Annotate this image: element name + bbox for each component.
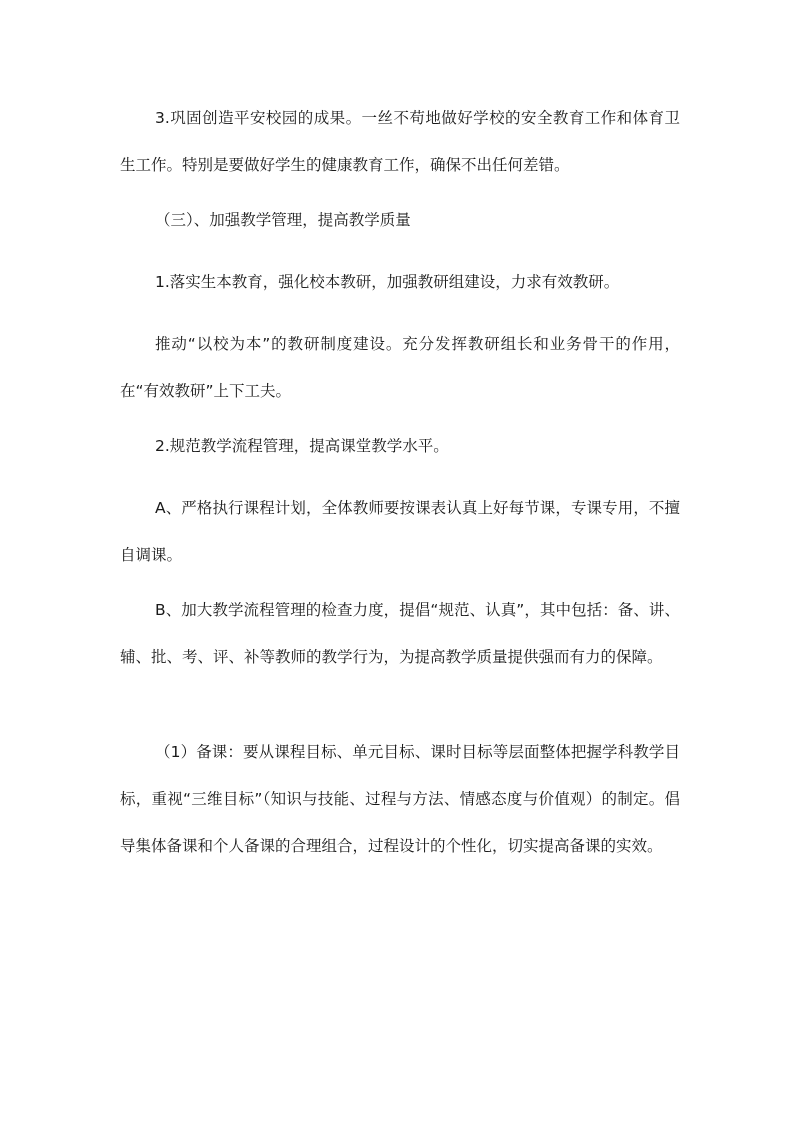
paragraph-teaching-process: 2.规范教学流程管理，提高课堂教学水平。 <box>155 437 449 455</box>
paragraph-school-based-research: 推动“以校为本”的教研制度建设。充分发挥教研组长和业务骨干的作用，在“有效教研”上下工夫。 <box>120 335 680 400</box>
paragraph-lesson-preparation: （1）备课：要从课程目标、单元目标、课时目标等层面整体把握学科教学目标，重视“三维目标”（知识与技能、过程与方法、情感态度与价值观）的制定。倡导集体备课和个人备课的合理组合，过程设计的个性化，切实提高备课的实效。 <box>120 743 680 855</box>
paragraph-safe-campus: 3.巩固创造平安校园的成果。一丝不苟地做好学校的安全教育工作和体育卫生工作。特别是要做好学生的健康教育工作，确保不出任何差错。 <box>120 109 680 174</box>
paragraph-student-centered-education: 1.落实生本教育，强化校本教研，加强教研组建设，力求有效教研。 <box>155 273 620 291</box>
paragraph-course-plan: A、严格执行课程计划，全体教师要按课表认真上好每节课，专课专用，不擅自调课。 <box>120 499 680 564</box>
paragraph-process-inspection: B、加大教学流程管理的检查力度，提倡“规范、认真”，其中包括：备、讲、辅、批、考、评、补等教师的教学行为，为提高教学质量提供强而有力的保障。 <box>120 601 680 666</box>
section-heading-teaching-management: （三）、加强教学管理，提高教学质量 <box>155 211 411 229</box>
